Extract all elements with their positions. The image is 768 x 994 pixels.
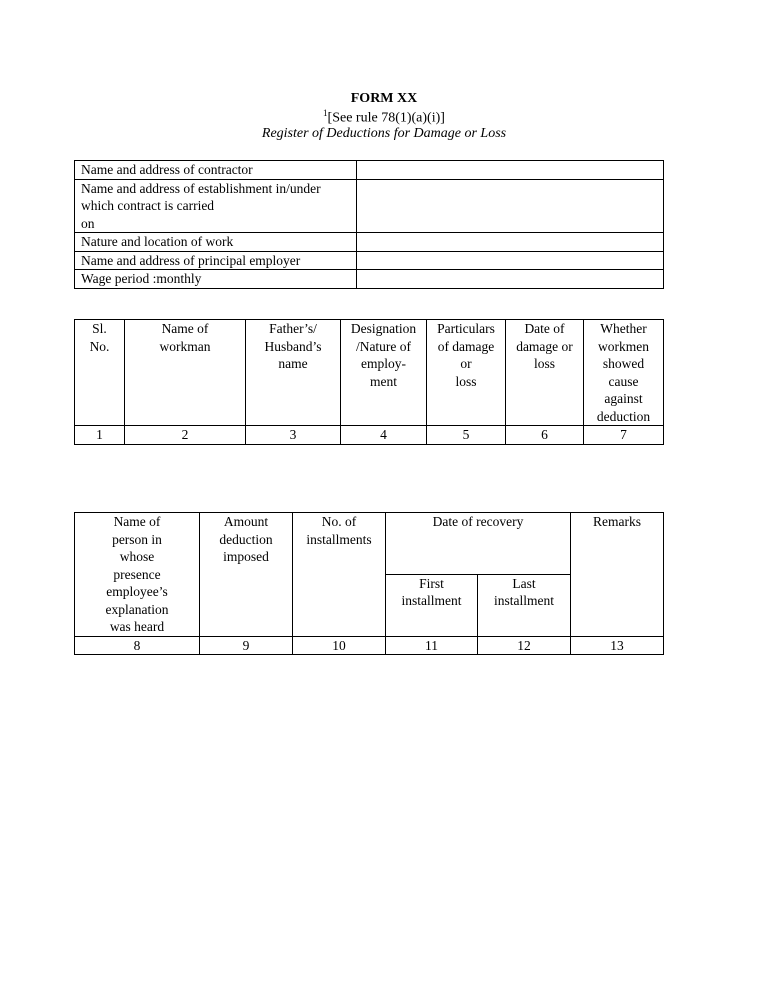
- info-label: Name and address of contractor: [75, 161, 357, 180]
- column-number: 7: [584, 426, 664, 445]
- col-header-damage-date: Date of damage or loss: [506, 320, 584, 426]
- column-number: 8: [75, 636, 200, 655]
- info-value: [357, 251, 664, 270]
- info-value: [357, 161, 664, 180]
- col-header-father-husband-name: Father’s/ Husband’s name: [246, 320, 341, 426]
- header-row: [75, 513, 664, 575]
- column-number: 10: [293, 636, 386, 655]
- info-row: [75, 161, 664, 180]
- form-subtitle: Register of Deductions for Damage or Loss: [261, 126, 507, 141]
- col-header-damage-particulars: Particulars of damage or loss: [427, 320, 506, 426]
- info-value: [357, 270, 664, 289]
- column-number: 6: [506, 426, 584, 445]
- column-number: 11: [386, 636, 478, 655]
- col-header-first-installment: First installment: [386, 574, 478, 636]
- column-number: 3: [246, 426, 341, 445]
- col-header-date-of-recovery: Date of recovery: [386, 513, 571, 575]
- rule-reference: [0, 108, 768, 127]
- info-row: [75, 233, 664, 252]
- column-number: 12: [478, 636, 571, 655]
- column-number: 4: [341, 426, 427, 445]
- deduction-details-table: [74, 319, 664, 445]
- info-row: [75, 270, 664, 289]
- form-title: FORM XX: [350, 91, 418, 106]
- col-header-workman-name: Name of workman: [125, 320, 246, 426]
- column-number: 1: [75, 426, 125, 445]
- column-number-row: [75, 636, 664, 655]
- col-header-installments: No. of installments: [293, 513, 386, 637]
- info-row: [75, 179, 664, 233]
- column-number-row: [75, 426, 664, 445]
- info-value: [357, 233, 664, 252]
- recovery-details-table: [74, 512, 664, 655]
- col-header-remarks: Remarks: [571, 513, 664, 637]
- info-label: Name and address of establishment in/under which contract is carried on: [75, 179, 357, 233]
- col-header-last-installment: Last installment: [478, 574, 571, 636]
- col-header-designation: Designation /Nature of employ- ment: [341, 320, 427, 426]
- column-number: 9: [200, 636, 293, 655]
- header-row: [75, 320, 664, 426]
- col-header-person-present: Name of person in whose presence employee’s explanation was heard: [75, 513, 200, 637]
- col-header-showed-cause: Whether workmen showed cause against deduction: [584, 320, 664, 426]
- rule-text: [See rule 78(1)(a)(i)]: [327, 110, 445, 126]
- column-number: 2: [125, 426, 246, 445]
- contractor-info-table: [74, 160, 664, 289]
- column-number: 13: [571, 636, 664, 655]
- col-header-amount-deduction: Amount deduction imposed: [200, 513, 293, 637]
- footnote-mark: 1: [323, 108, 328, 118]
- col-header-sl-no: Sl. No.: [75, 320, 125, 426]
- info-row: [75, 251, 664, 270]
- info-label: Nature and location of work: [75, 233, 357, 252]
- info-label: Wage period :monthly: [75, 270, 357, 289]
- info-value: [357, 179, 664, 233]
- info-label: Name and address of principal employer: [75, 251, 357, 270]
- column-number: 5: [427, 426, 506, 445]
